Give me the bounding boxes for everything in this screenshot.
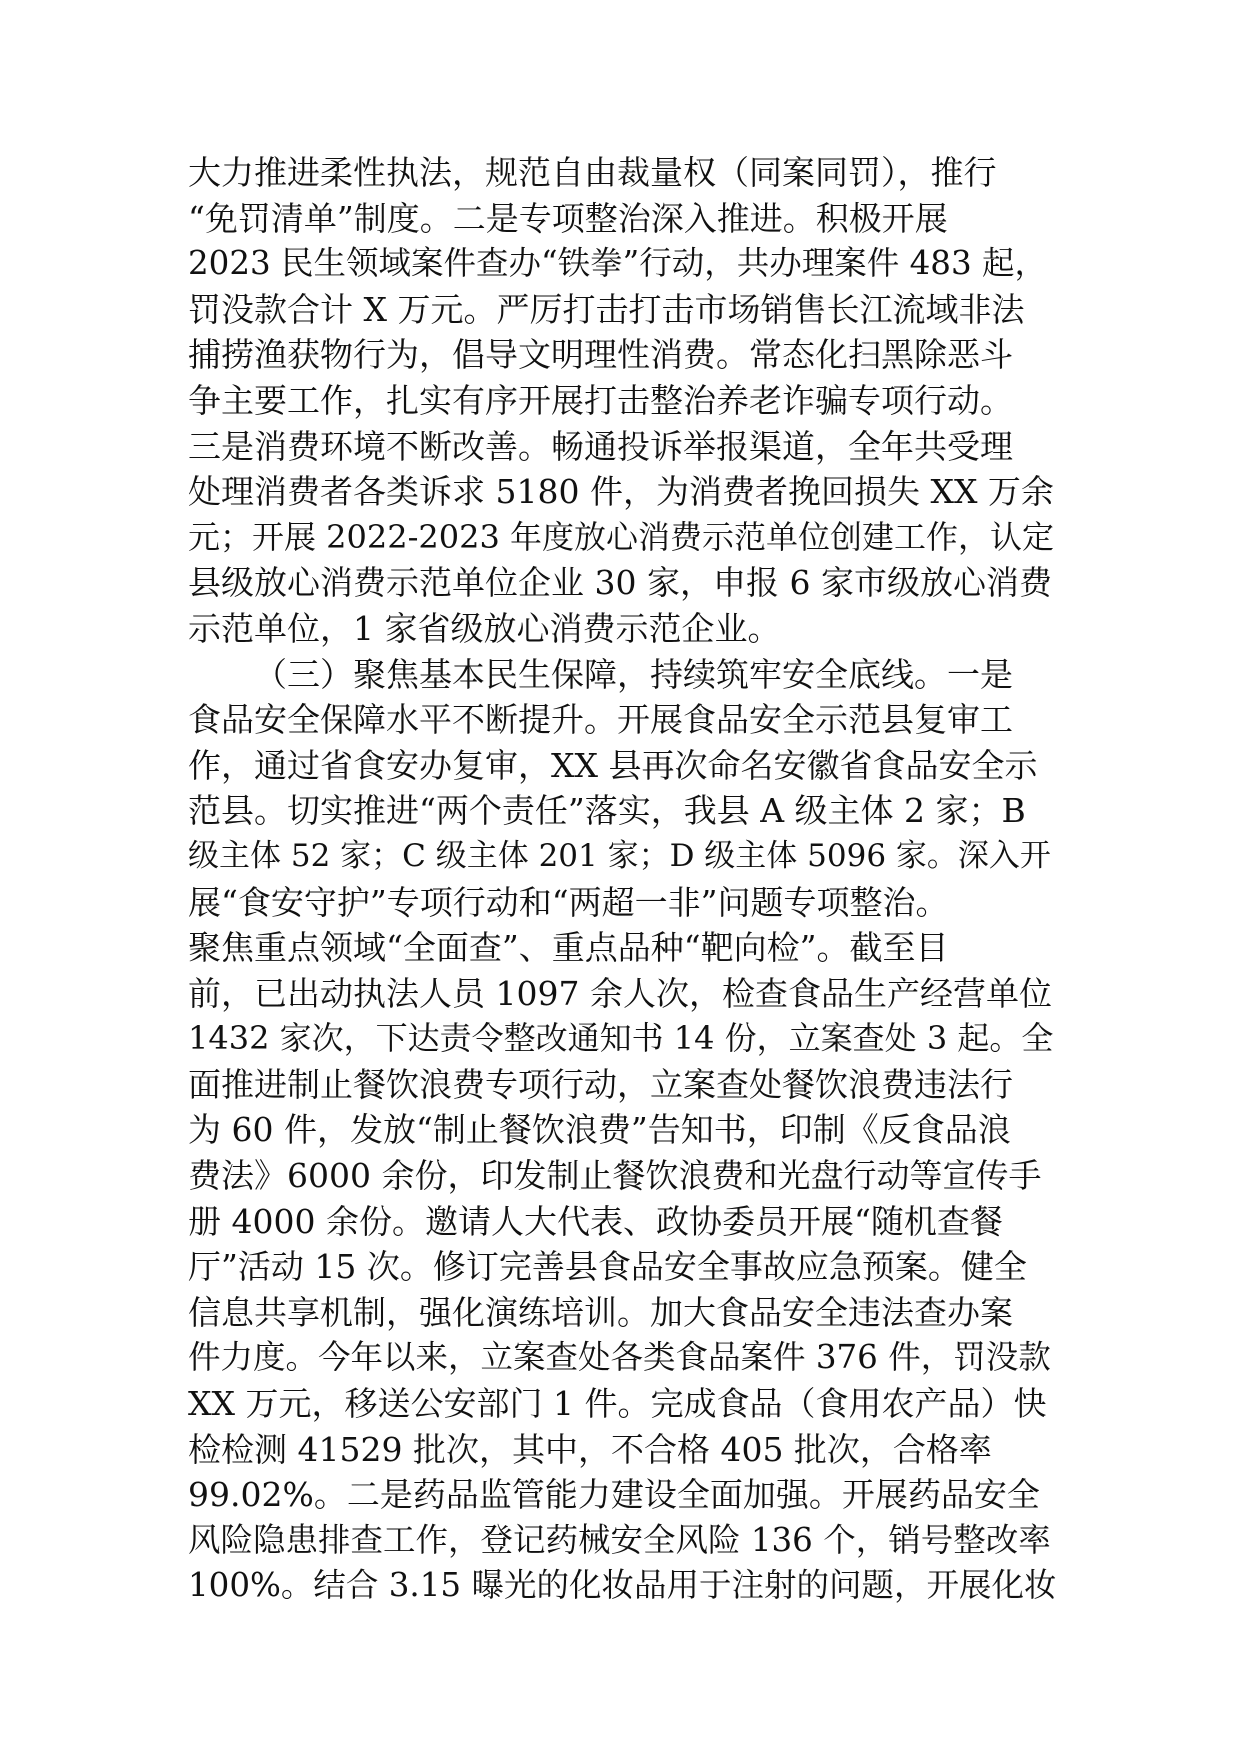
text-line: 处理消费者各类诉求 5180 件，为消费者挽回损失 XX 万余 <box>188 472 1054 512</box>
text-line: 作，通过省食安办复审，XX 县再次命名安徽省食品安全示 <box>188 745 1038 785</box>
text-line: 99.02%。二是药品监管能力建设全面加强。开展药品安全 <box>188 1475 1040 1515</box>
text-line: 费法》6000 余份，印发制止餐饮浪费和光盘行动等宣传手 <box>188 1156 1042 1196</box>
text-line: 大力推进柔性执法，规范自由裁量权（同案同罚），推行 <box>188 153 997 192</box>
text-line: 展“食安守护”专项行动和“两超一非”问题专项整治。 <box>188 882 949 922</box>
text-line: 前，已出动执法人员 1097 余人次，检查食品生产经营单位 <box>188 973 1052 1013</box>
text-line: 食品安全保障水平不断提升。开展食品安全示范县复审工 <box>188 700 1013 740</box>
text-line: 三是消费环境不断改善。畅通投诉举报渠道，全年共受理 <box>188 426 1013 466</box>
text-line: 100%。结合 3.15 曝光的化妆品用于注射的问题，开展化妆 <box>188 1566 1057 1605</box>
text-line: 范县。切实推进“两个责任”落实，我县 A 级主体 2 家；B <box>188 791 1026 831</box>
text-line: 风险隐患排查工作，登记药械安全风险 136 个，销号整改率 <box>188 1520 1051 1559</box>
body-text <box>188 150 1058 1609</box>
text-line: 元；开展 2022-2023 年度放心消费示范单位创建工作，认定 <box>188 517 1055 556</box>
text-line: 为 60 件，发放“制止餐饮浪费”告知书，印制《反食品浪 <box>188 1110 1011 1150</box>
text-line: “免罚清单”制度。二是专项整治深入推进。积极开展 <box>188 198 948 238</box>
text-line: 册 4000 余份。邀请人大代表、政协委员开展“随机查餐 <box>188 1201 1003 1241</box>
text-line: 面推进制止餐饮浪费专项行动，立案查处餐饮浪费违法行 <box>188 1064 1013 1104</box>
text-line: 2023 民生领域案件查办“铁拳”行动，共办理案件 483 起， <box>188 244 1047 283</box>
text-line: 争主要工作，扎实有序开展打击整治养老诈骗专项行动。 <box>188 380 1013 420</box>
text-line: 示范单位，1 家省级放心消费示范企业。 <box>188 608 781 648</box>
paragraph-start-line: （三）聚焦基本民生保障，持续筑牢安全底线。一是 <box>254 654 1013 694</box>
text-line: 级主体 52 家；C 级主体 201 家；D 级主体 5096 家。深入开 <box>188 837 1051 874</box>
text-line: 检检测 41529 批次，其中，不合格 405 批次，合格率 <box>188 1429 992 1469</box>
text-line: XX 万元，移送公安部门 1 件。完成食品（食用农产品）快 <box>188 1384 1047 1424</box>
text-line: 1432 家次，下达责令整改通知书 14 份，立案查处 3 起。全 <box>188 1019 1054 1058</box>
text-line: 件力度。今年以来，立案查处各类食品案件 376 件，罚没款 <box>188 1338 1051 1377</box>
text-line: 县级放心消费示范单位企业 30 家，申报 6 家市级放心消费 <box>188 563 1052 603</box>
text-line: 捕捞渔获物行为，倡导文明理性消费。常态化扫黑除恶斗 <box>188 335 1013 375</box>
text-line: 聚焦重点领域“全面查”、重点品种“靶向检”。截至目 <box>188 928 949 968</box>
text-line: 信息共享机制，强化演练培训。加大食品安全违法查办案 <box>188 1292 1013 1332</box>
text-line: 罚没款合计 X 万元。严厉打击打击市场销售长江流域非法 <box>188 289 1025 329</box>
text-line: 厅”活动 15 次。修订完善县食品安全事故应急预案。健全 <box>188 1247 1027 1287</box>
